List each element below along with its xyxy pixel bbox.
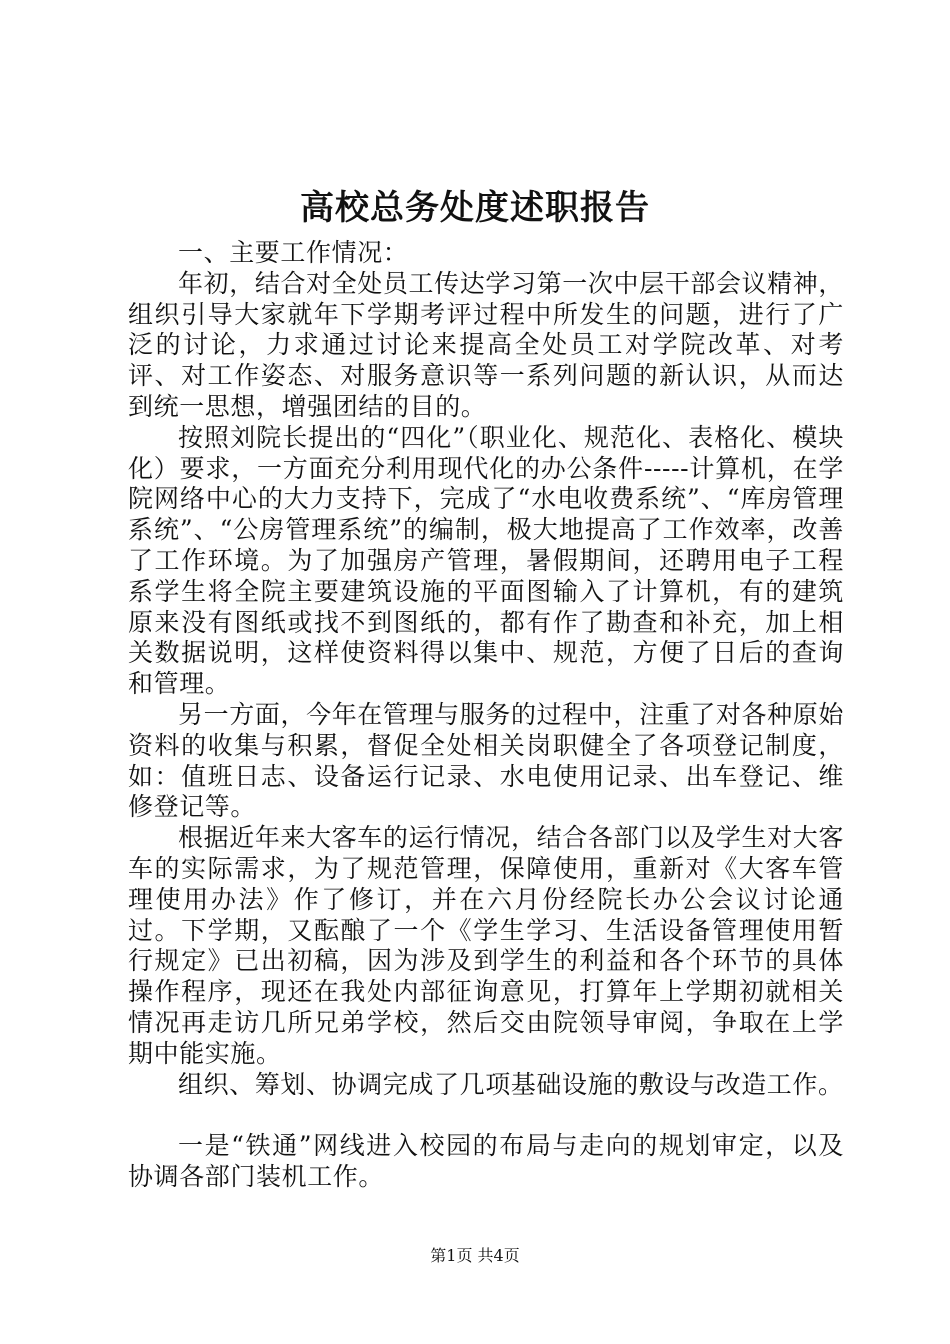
paragraph: 根据近年来大客车的运行情况，结合各部门以及学生对大客车的实际需求，为了规范管理，保障使用，重新对《大客车管理使用办法》作了修订，并在六月份经院长办公会议讨论通过。下学期，又酝酿了一个《学生学习、生活设备管理使用暂行规定》已出初稿，因为涉及到学生的利益和各个环节的具体操作程序，现还在我处内部征询意见，打算年上学期初就相关情况再走访几所兄弟学校，然后交由院领导审阅，争取在上学期中能实施。: [128, 823, 844, 1068]
blank-line: [128, 1100, 844, 1131]
paragraph: 另一方面，今年在管理与服务的过程中，注重了对各种原始资料的收集与积累，督促全处相关岗职健全了各项登记制度，如：值班日志、设备运行记录、水电使用记录、出车登记、维修登记等。: [128, 699, 844, 822]
paragraph: 年初，结合对全处员工传达学习第一次中层干部会议精神，组织引导大家就年下学期考评过程中所发生的问题，进行了广泛的讨论，力求通过讨论来提高全处员工对学院改革、对考评、对工作姿态、对服务意识等一系列问题的新认识，从而达到统一思想，增强团结的目的。: [128, 268, 844, 421]
paragraph: 组织、筹划、协调完成了几项基础设施的敷设与改造工作。: [178, 1069, 844, 1099]
section-heading: 一、主要工作情况：: [178, 238, 409, 267]
paragraph: 按照刘院长提出的“四化”（职业化、规范化、表格化、模块化）要求，一方面充分利用现代化的办公条件-----计算机，在学院网络中心的大力支持下，完成了“水电收费系统”、“库房管理系统”、“公房管理系统”的编制，极大地提高了工作效率，改善了工作环境。为了加强房产管理，暑假期间，还聘用电子工程系学生将全院主要建筑设施的平面图输入了计算机，有的建筑原来没有图纸或找不到图纸的，都有作了勘查和补充，加上相关数据说明，这样使资料得以集中、规范，方便了日后的查询和管理。: [128, 422, 844, 699]
paragraph: 一是“铁通”网线进入校园的布局与走向的规划审定，以及协调各部门装机工作。: [128, 1131, 844, 1191]
document-body: [128, 238, 844, 1193]
document-title: 高校总务处度述职报告: [300, 188, 650, 228]
page-footer: 第1页 共4页: [430, 1246, 520, 1265]
